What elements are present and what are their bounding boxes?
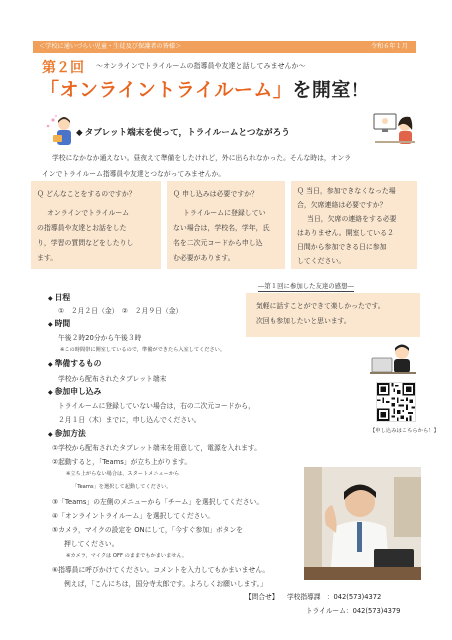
voice-line: 次回も参加したいと思います。 [256,317,351,325]
faq-question: Ｑ 申し込みは必要ですか？ [173,190,258,198]
schedule-heading [48,292,70,303]
instructor-photo [304,467,421,580]
diamond-bullet-icon: ◆ [48,361,53,368]
voice-line: 気軽に話すことができて楽しかったです。 [256,302,385,310]
method-step: ④「オンライントライルーム」を選択してください。 [52,512,215,520]
diamond-bullet-icon: ◆ [48,321,53,328]
time-heading [48,318,70,329]
method-step: ①学校から配布されたタブレット端末を用意して，電源を入れます。 [52,444,261,452]
instructor-photo-image [304,467,421,580]
method-example: 例えば，「こんにちは，国分寺太郎です。よろしくお願いします。」 [64,580,267,588]
diamond-bullet-icon: ◆ [48,389,53,396]
faq-answer-line: してください。 [297,257,346,265]
time-value: 午後２時20分から午後３時 [58,334,142,342]
diamond-bullet-icon: ◆ [48,431,53,438]
title-main: 「オンライントライルーム」 [40,79,293,101]
faq-answer-line: トライルームに登録してい [183,209,266,217]
issue-number: 第２回 [42,60,84,76]
contact-room: トライルーム [306,607,346,615]
teacher-illustration [44,112,78,148]
method-step-cont: 押してください。 [64,540,119,548]
diamond-bullet-icon: ◆ [48,295,53,302]
method-step: ②起動すると，「Teams」が立ち上がります。 [52,458,192,466]
method-step: ⑥指導員に呼びかけてください。コメントを入力してもかまいません。 [52,566,270,574]
faq-answer-line: り，学習の質問などをしたりし [37,239,134,247]
faq-answer-line: の指導員や友達とお話をした [37,224,127,232]
method-note: ※立ち上がらない場合は，スタートメニューから [66,471,180,477]
tablet-heading [76,126,290,138]
time-heading-text: 時間 [54,319,71,328]
apply-line-2: ２月１日（木）までに，申し込んでください。 [58,416,201,424]
faq-box-what [31,181,161,269]
method-step: ③「Teams」の左側のメニューから「チーム」を選択してください。 [52,498,264,506]
contact-line-1 [245,591,381,601]
time-note: ※この時間帯に開室しているので，準備ができたら入室してください。 [60,347,226,353]
faq-question-cont: 合，欠席連絡は必要ですか？ [297,201,387,209]
apply-line-1: トライルームに登録していない場合は，右の二次元コードから， [58,402,255,410]
intro-paragraph [42,150,414,182]
method-heading-text: 参加方法 [54,429,86,438]
faq-answer-line: 当日，欠席の連絡をする必要 [307,215,397,223]
faq-answer-line: ない場合は，学校名，学年，氏 [173,224,270,232]
student-at-computer-illustration [372,110,418,148]
contact-line-2 [306,605,400,615]
faq-question: Ｑ どんなことをするのですか？ [37,190,136,198]
faq-answer-line: 名を二次元コードから申し込 [173,239,263,247]
issue-subtitle: ～オンラインでトライルームの指導員や友達と話してみませんか～ [96,62,306,70]
schedule-heading-text: 日程 [54,293,71,302]
diamond-bullet-icon: ◆ [76,128,83,138]
method-heading [48,428,86,439]
contact-room-tel: ：042(573)4379 [345,607,401,615]
faq-answer-line: はありません。開室している２ [297,229,394,237]
contact-dept-tel: ：042(573)4372 [326,593,382,601]
method-note: ※カメラ，マイクは OFF のままでもかまいません。 [66,553,188,559]
title-exclamation: ！ [350,81,369,101]
banner-date: 令和６年１月 [370,43,408,50]
faq-answer-line: オンラインでトライルーム [47,209,130,217]
faq-answer-line: 日間から参加できる日に参加 [297,243,387,251]
method-step: ⑤カメラ，マイクの設定を ONにして，「今すぐ参加」ボタンを [52,526,244,534]
intro-line-1: 学校になかなか通えない。昼夜えて準備をしたけれど，外に出られなかった。そんな時は，オンラ [52,154,352,162]
faq-answer-line: ます。 [37,254,58,262]
title-tail: を開室 [292,79,351,101]
qr-code-icon[interactable] [376,382,416,422]
intro-line-2: インでトライルーム指導員や友達とつながってみませんか。 [42,170,226,178]
schedule-dates: ① ２月２日（金） ② ２月９日（金） [58,307,183,315]
contact-dept: 学校指導課 [286,593,321,601]
prepare-heading [48,358,101,369]
boy-at-laptop-illustration [370,342,420,378]
contact-label: 【問合せ】 [245,593,279,601]
faq-answer-line: む必要があります。 [173,254,235,262]
prepare-value: 学校から配布されたタブレット端末 [58,375,167,383]
banner-audience: ＜学校に通いづらい児童・生徒及び保護者の皆様＞ [39,43,182,50]
method-note: 「Teams」を選択して起動してください。 [72,484,172,490]
prepare-heading-text: 準備するもの [54,359,102,368]
faq-box-absence [291,181,417,269]
faq-box-application [167,181,285,269]
apply-heading-text: 参加申し込み [54,387,102,396]
qr-label: 【申し込みはこちらから！】 [370,428,439,434]
page-title [40,75,368,102]
voice-box [246,293,420,337]
voice-title: ―第１回に参加した友達の感想― [258,282,354,290]
faq-question: Ｑ 当日，参加できなくなった場 [297,187,396,195]
tablet-heading-text: タブレット端末を使って，トライルームとつながろう [84,128,290,138]
top-banner [33,41,416,53]
apply-heading [48,386,101,397]
